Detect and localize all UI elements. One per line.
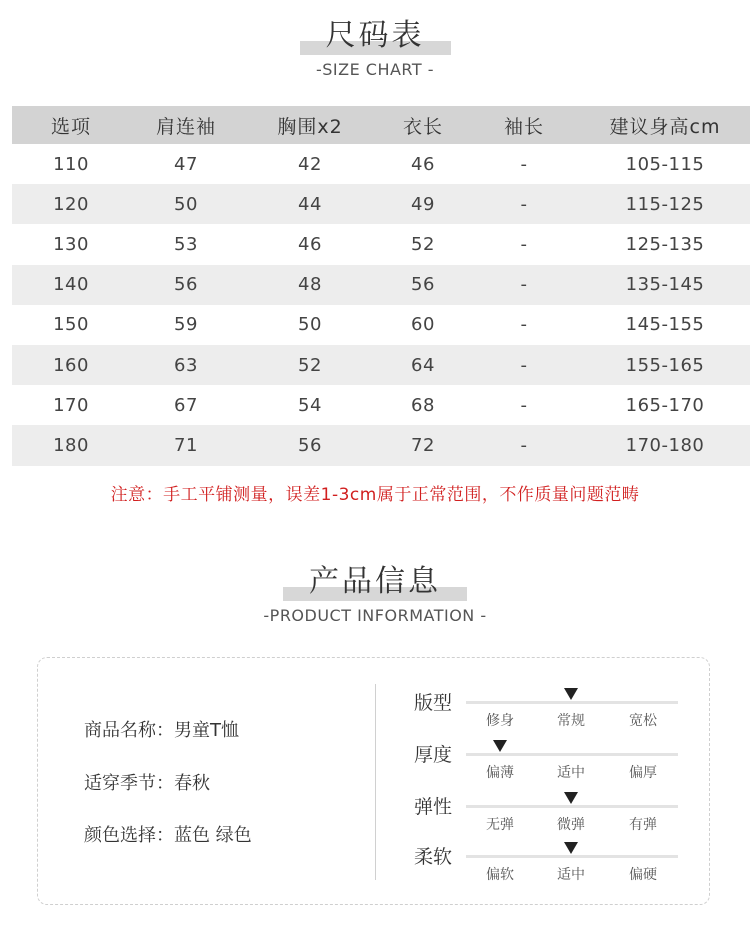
size-chart-heading — [0, 16, 750, 79]
size-table-cell: 63 — [130, 345, 242, 385]
product-info-heading — [0, 562, 750, 625]
size-table-cell: 150 — [53, 314, 89, 336]
size-table-cell: 120 — [12, 184, 130, 224]
size-table-row — [12, 425, 750, 465]
attribute-scale — [414, 740, 704, 792]
size-table-row — [12, 265, 750, 305]
size-table-cell: 53 — [174, 233, 198, 255]
size-table-cell: 71 — [130, 425, 242, 465]
scale-option: 偏薄 — [486, 765, 514, 781]
header-option: 选项 — [12, 106, 130, 144]
scale-option: 修身 — [486, 713, 514, 729]
info-row-season — [84, 769, 210, 795]
size-table-cell: 130 — [53, 233, 89, 255]
size-table-cell: - — [520, 314, 528, 336]
size-table-cell: 105-115 — [625, 153, 705, 175]
scale-option: 有弹 — [629, 817, 657, 833]
size-table-cell: 52 — [242, 345, 378, 385]
attribute-scale — [414, 842, 704, 894]
size-table-cell: 60 — [411, 314, 435, 336]
size-table-cell: 180 — [12, 425, 130, 465]
info-value: 蓝色 绿色 — [174, 825, 252, 846]
scale-track — [466, 855, 678, 858]
size-table-cell: - — [468, 425, 580, 465]
size-table-cell: 64 — [378, 345, 468, 385]
size-table-cell: - — [468, 265, 580, 305]
info-value: 春秋 — [174, 773, 210, 794]
scale-label: 弹性 — [414, 796, 453, 818]
scale-marker-icon — [564, 688, 578, 700]
size-table-cell: 56 — [130, 265, 242, 305]
size-table-cell: 115-125 — [580, 184, 750, 224]
size-table-cell: 125-135 — [625, 233, 705, 255]
scale-track — [466, 753, 678, 756]
scale-track — [466, 805, 678, 808]
scale-label: 柔软 — [414, 846, 453, 868]
header-sleeve-length: 袖长 — [468, 106, 580, 144]
product-info-title: 产品信息 — [309, 564, 441, 599]
scale-label: 版型 — [414, 692, 453, 714]
size-table-cell: 46 — [411, 153, 435, 175]
size-table-cell: - — [468, 345, 580, 385]
scale-track — [466, 701, 678, 704]
size-table-cell: 140 — [12, 265, 130, 305]
size-table-row — [12, 385, 750, 425]
size-table-cell: 50 — [130, 184, 242, 224]
size-table-row — [12, 224, 750, 264]
size-table-cell: 59 — [174, 314, 198, 336]
size-table-cell: 170 — [53, 394, 89, 416]
size-table-cell: 52 — [411, 233, 435, 255]
size-table-cell: 160 — [12, 345, 130, 385]
scale-marker-icon — [564, 842, 578, 854]
scale-label: 厚度 — [414, 744, 453, 766]
product-info-box — [37, 657, 710, 905]
scale-option: 适中 — [557, 765, 585, 781]
size-table-cell: 56 — [378, 265, 468, 305]
header-height: 建议身高cm — [580, 106, 750, 144]
measurement-notice: 注意：手工平铺测量，误差1-3cm属于正常范围，不作质量问题范畴 — [110, 485, 640, 505]
size-table-header-row — [12, 106, 750, 144]
size-table-row — [12, 184, 750, 224]
size-table-cell: 46 — [298, 233, 322, 255]
size-table-cell: 72 — [378, 425, 468, 465]
info-divider — [375, 684, 376, 880]
size-table-cell: - — [520, 233, 528, 255]
size-table-cell: 48 — [242, 265, 378, 305]
scale-option: 偏硬 — [629, 867, 657, 883]
size-chart-title-wrap — [326, 16, 425, 56]
size-table-cell: 54 — [298, 394, 322, 416]
scale-option: 宽松 — [629, 713, 657, 729]
attribute-scale — [414, 792, 704, 844]
info-row-color — [84, 821, 252, 847]
size-table — [12, 106, 750, 466]
header-length: 衣长 — [378, 106, 468, 144]
size-table-cell: - — [520, 153, 528, 175]
size-table-cell: 56 — [242, 425, 378, 465]
size-table-cell: 68 — [411, 394, 435, 416]
size-chart-subtitle: -SIZE CHART - — [315, 60, 435, 79]
scale-option: 无弹 — [486, 817, 514, 833]
size-table-cell: 42 — [298, 153, 322, 175]
size-table-cell: 135-145 — [580, 265, 750, 305]
size-chart-title: 尺码表 — [325, 18, 425, 53]
attribute-scale — [414, 688, 704, 740]
header-shoulder-sleeve: 肩连袖 — [130, 106, 242, 144]
product-info-title-wrap — [309, 562, 441, 602]
scale-option: 常规 — [557, 713, 585, 729]
size-table-row — [12, 144, 750, 184]
size-table-cell: 165-170 — [625, 394, 705, 416]
info-label: 适穿季节： — [84, 773, 174, 794]
info-label: 商品名称： — [84, 720, 174, 741]
size-table-cell: 155-165 — [580, 345, 750, 385]
header-chest: 胸围x2 — [242, 106, 378, 144]
size-table-cell: 47 — [174, 153, 198, 175]
scale-option: 偏厚 — [629, 765, 657, 781]
info-value: 男童T恤 — [174, 720, 239, 741]
scale-option: 适中 — [557, 867, 585, 883]
size-table-cell: 67 — [174, 394, 198, 416]
info-label: 颜色选择： — [84, 825, 174, 846]
size-table-row — [12, 345, 750, 385]
size-table-cell: 50 — [298, 314, 322, 336]
scale-marker-icon — [564, 792, 578, 804]
scale-option: 偏软 — [486, 867, 514, 883]
size-table-cell: 145-155 — [625, 314, 705, 336]
size-table-row — [12, 305, 750, 345]
size-table-cell: 170-180 — [580, 425, 750, 465]
size-table-cell: 110 — [53, 153, 89, 175]
product-info-subtitle: -PRODUCT INFORMATION - — [263, 606, 487, 625]
scale-marker-icon — [493, 740, 507, 752]
size-table-cell: - — [520, 394, 528, 416]
scale-option: 微弹 — [557, 817, 585, 833]
size-table-cell: 49 — [378, 184, 468, 224]
info-row-name — [84, 716, 239, 742]
size-table-cell: - — [468, 184, 580, 224]
size-table-cell: 44 — [242, 184, 378, 224]
